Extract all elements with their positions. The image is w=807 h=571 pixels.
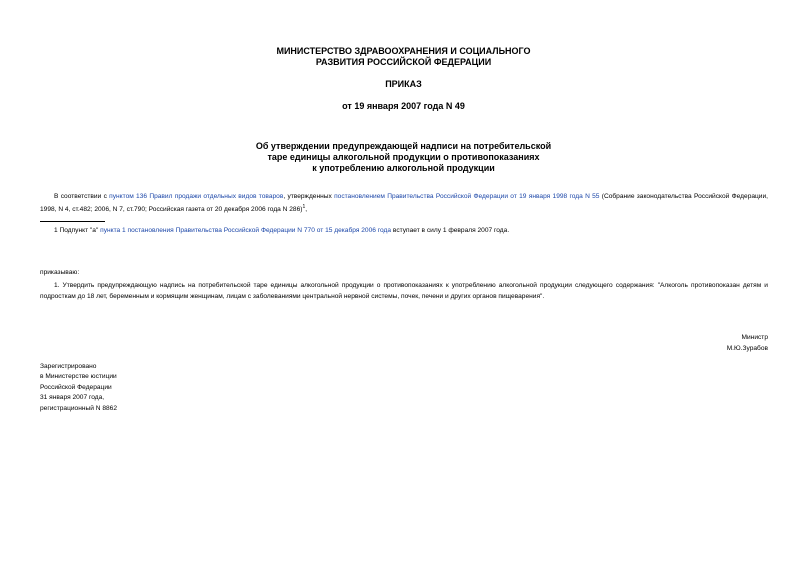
- signature-name: М.Ю.Зурабов: [726, 345, 768, 352]
- order-intro: приказываю:: [40, 269, 80, 276]
- footnote-marker: 1: [54, 227, 58, 234]
- footnote-text-1: Подпункт "а": [57, 227, 101, 234]
- document-date-number: от 19 января 2007 года N 49: [342, 101, 465, 111]
- preamble-text-1: В соответствии с: [54, 193, 110, 200]
- registration-block: [40, 362, 117, 414]
- link-government-decree-770[interactable]: пункта 1 постановления Правительства Российской Федерации N 770 от 15 декабря 2006 года: [100, 227, 392, 234]
- order-item-1: 1. Утвердить предупреждающую надпись на потребительской таре единицы алкогольной продукции о противопоказаниях к употреблению алкогольной продукции следующего содержания: "Алкоголь противопоказан детям и подросткам до 18 лет, беременным и кормящим женщинам, лицам с заболеваниями центральной нервной системы, почек, печени и других органов пищеварения".: [40, 282, 768, 300]
- ministry-name-line1: МИНИСТЕРСТВО ЗДРАВООХРАНЕНИЯ И СОЦИАЛЬНОГО: [276, 46, 531, 56]
- registration-line-4: 31 января 2007 года,: [40, 394, 105, 402]
- signature-position: Министр: [741, 334, 768, 341]
- document-title-line2: таре единицы алкогольной продукции о противопоказаниях: [267, 152, 540, 162]
- ministry-name-line2: РАЗВИТИЯ РОССИЙСКОЙ ФЕДЕРАЦИИ: [315, 57, 492, 67]
- footnote-divider: [40, 221, 105, 222]
- preamble-paragraph: [40, 191, 768, 215]
- link-government-decree-55[interactable]: постановлением Правительства Российской Федерации от 19 января 1998 года N 55: [334, 193, 600, 200]
- document-type: ПРИКАЗ: [385, 79, 422, 89]
- preamble-text-3: (Собрание законодательства Российской Федерации, 1998, N 4, ст.482; 2006, N 7, ст.790; Российская газета от 20 декабря 2006 года N 286): [40, 193, 768, 214]
- registration-line-3: Российской Федерации: [40, 383, 112, 391]
- registration-line-2: в Министерстве юстиции: [40, 373, 117, 381]
- preamble-text-2: , утвержденных: [283, 193, 335, 200]
- footnote-text-2: вступает в силу 1 февраля 2007 года.: [391, 227, 510, 234]
- footnote-paragraph: [40, 225, 768, 236]
- link-rules-item-136[interactable]: пунктом 136 Правил продажи отдельных видов товаров: [109, 193, 284, 200]
- registration-line-1: Зарегистрировано: [40, 363, 97, 370]
- document-title-line3: к употреблению алкогольной продукции: [312, 163, 495, 173]
- registration-line-5: регистрационный N 8862: [40, 404, 118, 412]
- footnote-reference: 1: [302, 204, 306, 210]
- document-title-line1: Об утверждении предупреждающей надписи на потребительской: [255, 141, 552, 151]
- preamble-text-4: ,: [305, 206, 308, 214]
